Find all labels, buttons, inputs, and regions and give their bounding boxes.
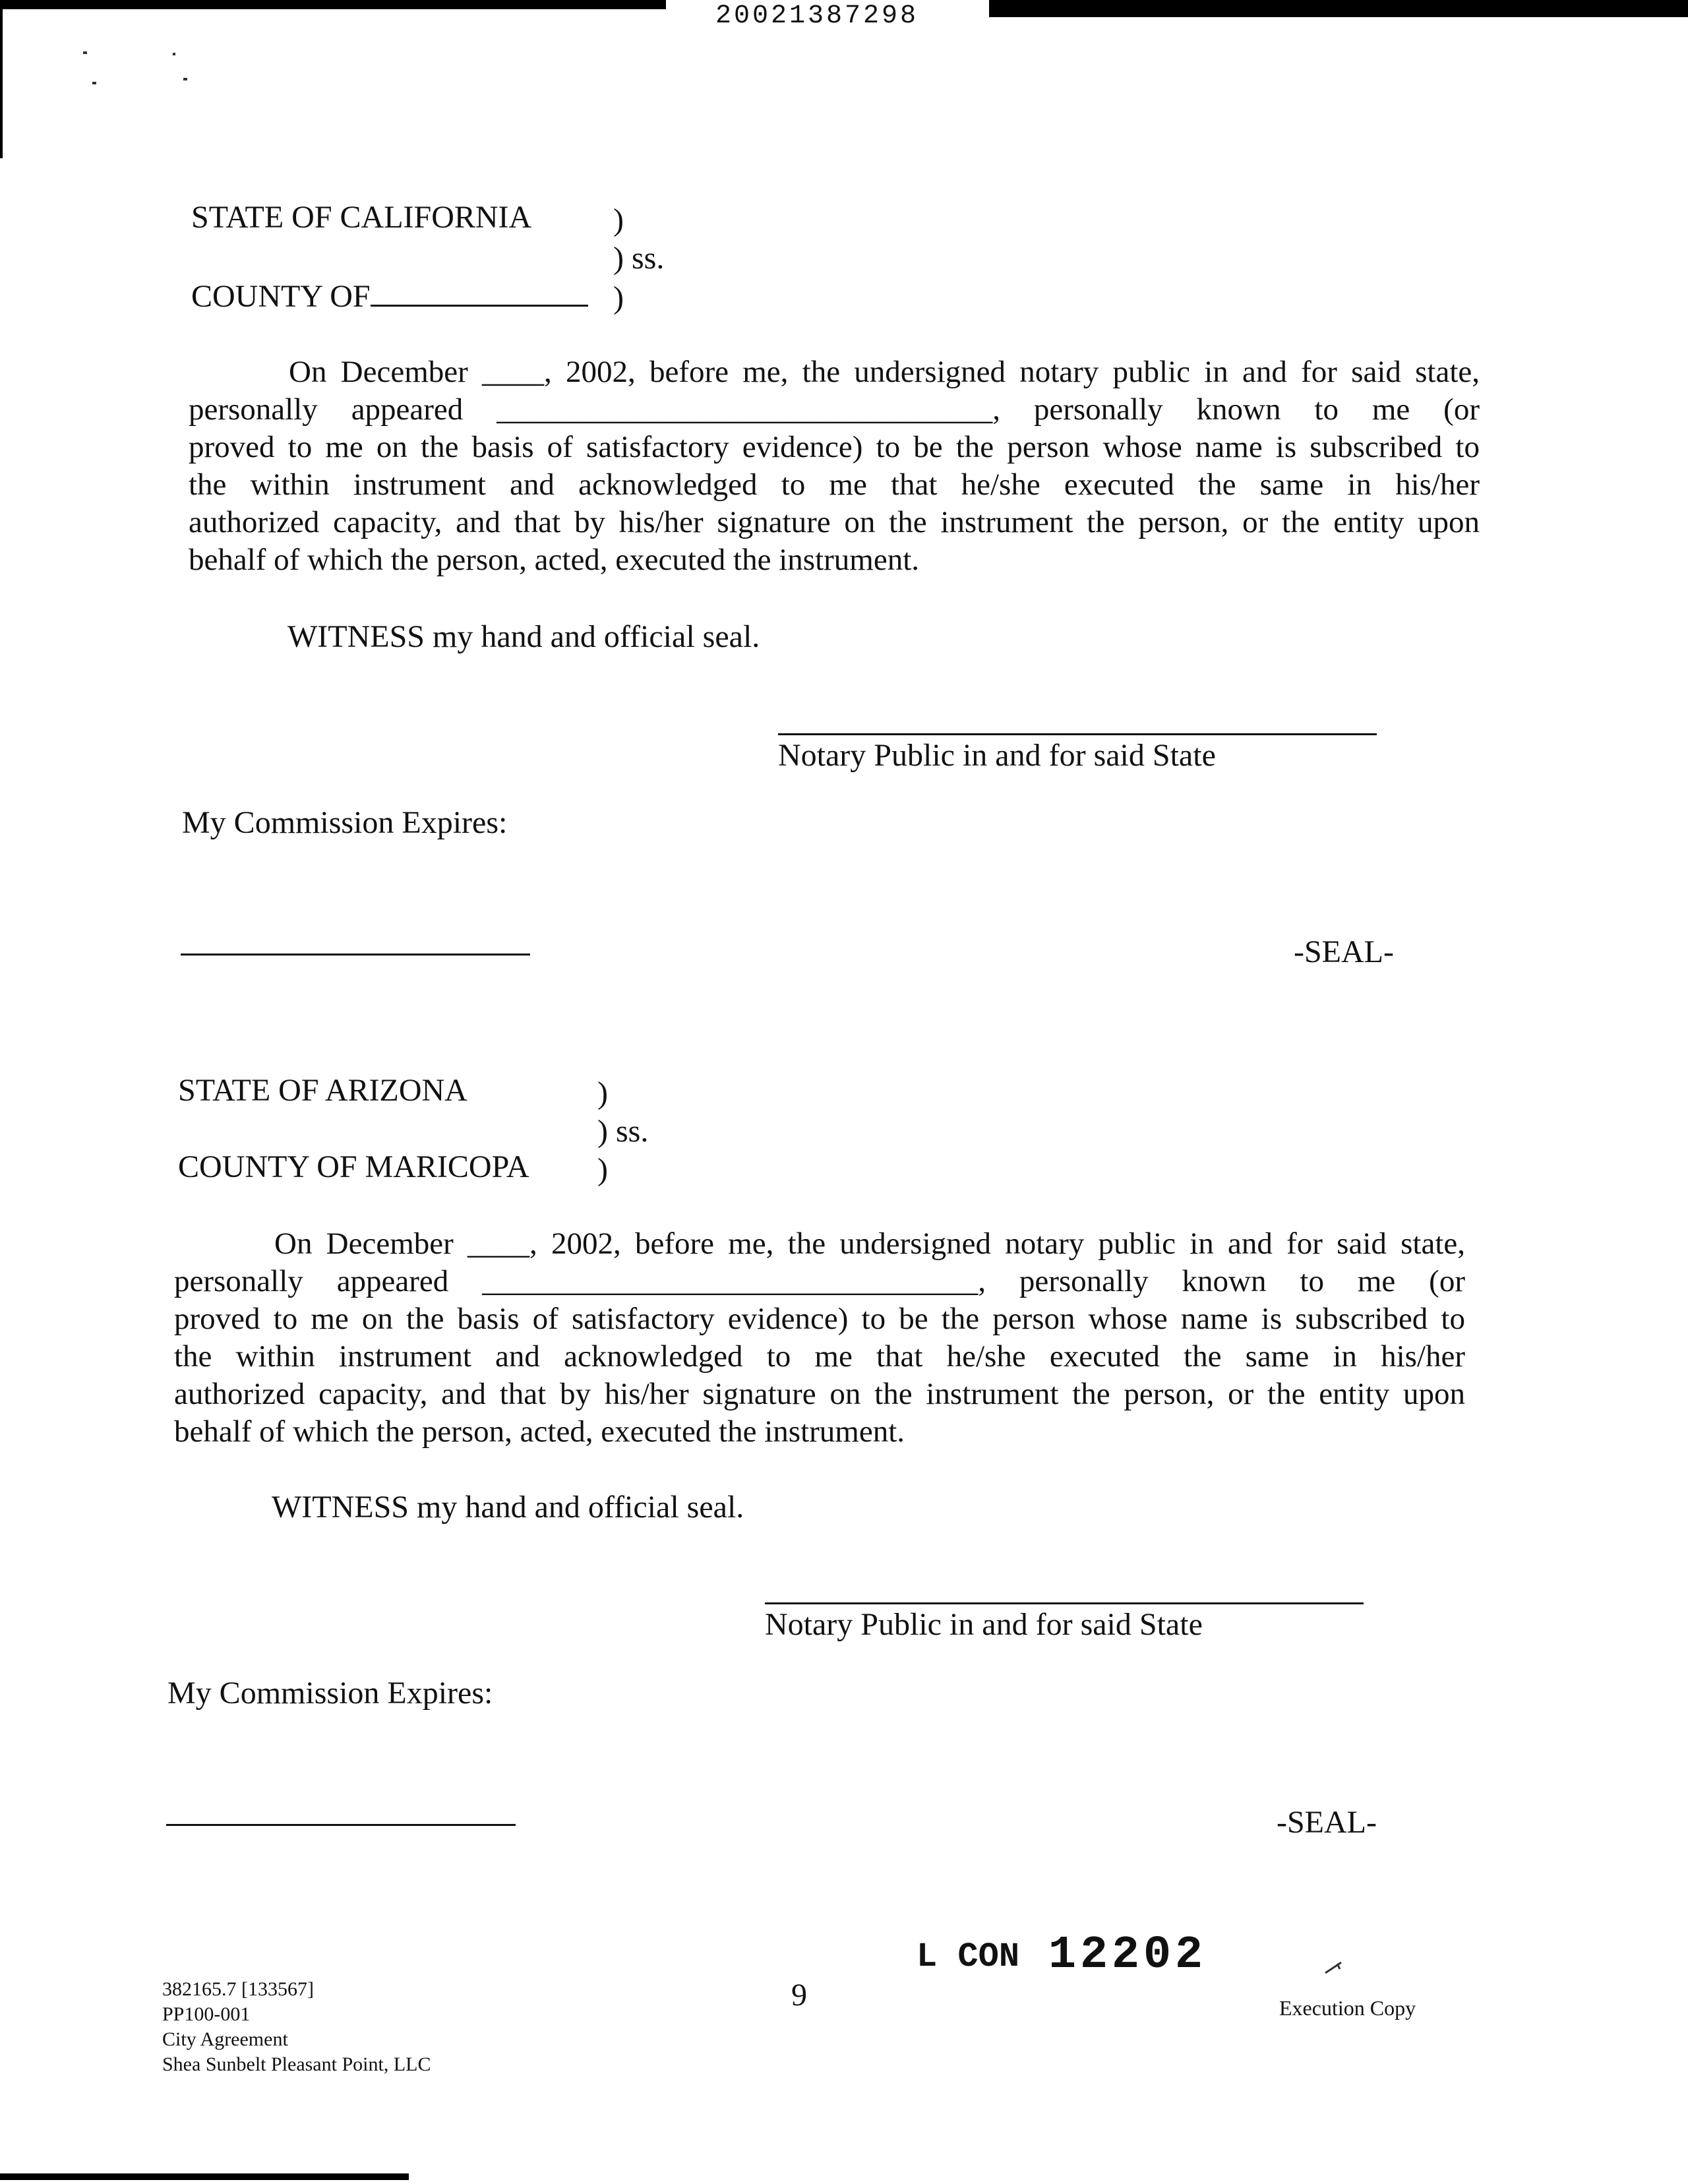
scan-border-left — [0, 0, 3, 158]
notary-caption: Notary Public in and for said State — [765, 1607, 1203, 1642]
con-stamp-number: 12202 — [1048, 1929, 1207, 1982]
page-number: 9 — [791, 1978, 807, 2013]
county-blank — [371, 274, 588, 307]
paragraph-line: personally appeared ________________________________, personally known to me (or — [174, 1264, 1465, 1298]
paragraph-line: the within instrument and acknowledged to me that he/she executed the same in his/her — [174, 1339, 1465, 1374]
footer-line: Shea Sunbelt Pleasant Point, LLC — [162, 2053, 431, 2075]
scan-speck — [173, 53, 175, 55]
county-label — [191, 274, 588, 315]
footer-line: City Agreement — [162, 2028, 288, 2050]
county-label: COUNTY OF MARICOPA — [178, 1149, 529, 1184]
paragraph-line: personally appeared ________________________________, personally known to me (or — [189, 392, 1480, 427]
notary-signature-line — [765, 1602, 1364, 1604]
footer-line: PP100-001 — [162, 2003, 251, 2025]
commission-date-line — [166, 1824, 516, 1826]
commission-label: My Commission Expires: — [182, 805, 508, 840]
seal-label: -SEAL- — [1294, 934, 1394, 969]
venue-paren: ) — [597, 1076, 608, 1110]
paragraph-line: the within instrument and acknowledged to me that he/she executed the same in his/her — [189, 468, 1480, 502]
paragraph-line: proved to me on the basis of satisfactory evidence) to be the person whose name is subscribed to — [174, 1302, 1465, 1336]
paragraph-line: authorized capacity, and that by his/her signature on the instrument the person, or the entity upon — [174, 1377, 1465, 1411]
paragraph-line: behalf of which the person, acted, executed the instrument. — [174, 1414, 905, 1449]
commission-label: My Commission Expires: — [167, 1676, 493, 1711]
venue-paren: ) — [613, 202, 624, 237]
venue-ss: ) ss. — [613, 241, 665, 276]
execution-copy-label: Execution Copy — [1279, 1996, 1416, 2020]
acknowledgment-paragraph — [174, 1225, 1465, 1451]
paragraph-line: authorized capacity, and that by his/her signature on the instrument the person, or the entity upon — [189, 505, 1480, 539]
scan-speck — [92, 82, 96, 84]
venue-ss: ) ss. — [597, 1114, 649, 1149]
scan-border-bottom — [0, 2173, 409, 2180]
county-text: COUNTY OF — [191, 279, 371, 314]
scan-speck — [83, 51, 87, 54]
commission-date-line — [181, 954, 530, 956]
paragraph-line: On December ____, 2002, before me, the undersigned notary public in and for said state, — [274, 1227, 1465, 1261]
scan-border-top-left — [0, 0, 666, 9]
con-stamp-prefix: L CON — [917, 1937, 1020, 1976]
recording-number: 20021387298 — [715, 1, 919, 31]
scan-speck — [183, 78, 187, 80]
paragraph-line: On December ____, 2002, before me, the undersigned notary public in and for said state, — [289, 355, 1480, 389]
acknowledgment-paragraph — [189, 353, 1480, 579]
paragraph-line: proved to me on the basis of satisfactory evidence) to be the person whose name is subscribed to — [189, 430, 1480, 464]
footer-line: 382165.7 [133567] — [162, 1978, 314, 2000]
state-label: STATE OF ARIZONA — [178, 1073, 467, 1108]
paragraph-line: behalf of which the person, acted, executed the instrument. — [189, 543, 920, 577]
scan-border-top-right — [989, 0, 1688, 17]
pen-mark-icon — [1324, 1960, 1344, 1976]
venue-paren: ) — [613, 280, 624, 315]
notary-signature-line — [778, 733, 1377, 735]
state-label: STATE OF CALIFORNIA — [191, 200, 532, 235]
witness-line: WITNESS my hand and official seal. — [272, 1490, 744, 1525]
notary-caption: Notary Public in and for said State — [778, 738, 1216, 773]
venue-paren: ) — [597, 1152, 608, 1187]
witness-line: WITNESS my hand and official seal. — [287, 619, 760, 654]
footer-doc-info — [162, 1977, 431, 2077]
seal-label: -SEAL- — [1277, 1805, 1377, 1840]
